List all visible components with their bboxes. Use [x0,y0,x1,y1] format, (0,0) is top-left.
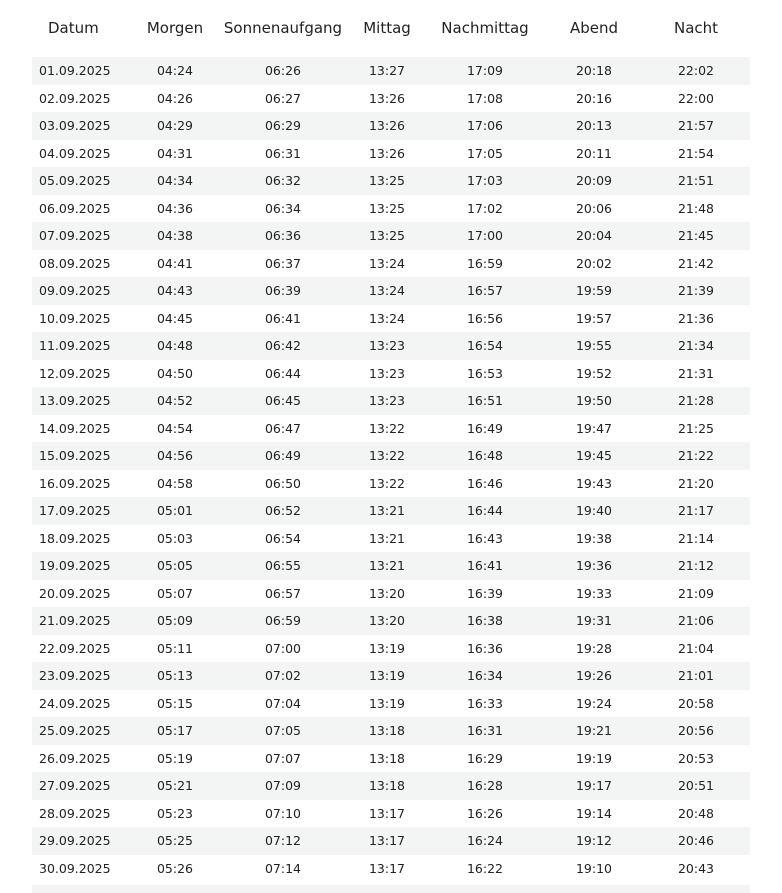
cell-date: 27.09.2025 [39,778,111,794]
cell-nachmittag: 16:41 [466,558,504,574]
cell-date: 30.09.2025 [39,860,111,876]
cell-abend: 19:24 [575,695,613,711]
cell-sonnenaufgang: 07:14 [264,860,302,876]
cell-date: 29.09.2025 [39,833,111,849]
cell-abend: 19:59 [575,283,613,299]
cell-morgen: 04:36 [156,200,194,216]
table-row [32,855,750,883]
cell-nachmittag: 16:59 [466,255,504,271]
times-table-container [32,0,750,882]
table-row [32,305,750,333]
table-row [32,250,750,278]
cell-mittag: 13:25 [368,228,406,244]
cell-sonnenaufgang: 07:09 [264,778,302,794]
cell-nachmittag: 16:24 [466,833,504,849]
cell-mittag: 13:26 [368,90,406,106]
cell-morgen: 05:23 [156,805,194,821]
table-row [32,167,750,195]
cell-date: 23.09.2025 [39,668,111,684]
cell-abend: 20:06 [575,200,613,216]
cell-morgen: 05:07 [156,585,194,601]
cell-abend: 20:04 [575,228,613,244]
table-row [32,415,750,443]
table-row [32,277,750,305]
cell-morgen: 05:01 [156,503,194,519]
cell-sonnenaufgang: 06:44 [264,365,302,381]
cell-sonnenaufgang: 06:54 [264,530,302,546]
table-footer-strip [32,885,750,893]
cell-morgen: 04:56 [156,448,194,464]
cell-abend: 19:33 [575,585,613,601]
header-nachmittag: Nachmittag [441,18,529,37]
cell-morgen: 05:15 [156,695,194,711]
cell-mittag: 13:26 [368,118,406,134]
cell-morgen: 04:45 [156,310,194,326]
cell-mittag: 13:23 [368,365,406,381]
cell-nachmittag: 16:43 [466,530,504,546]
cell-nachmittag: 16:46 [466,475,504,491]
table-row [32,662,750,690]
cell-mittag: 13:19 [368,695,406,711]
cell-abend: 19:52 [575,365,613,381]
header-mittag: Mittag [363,18,411,37]
cell-date: 06.09.2025 [39,200,111,216]
table-row [32,140,750,168]
cell-nachmittag: 17:08 [466,90,504,106]
cell-nachmittag: 16:54 [466,338,504,354]
cell-nacht: 21:36 [677,310,715,326]
table-row [32,525,750,553]
cell-morgen: 04:26 [156,90,194,106]
cell-nacht: 21:42 [677,255,715,271]
cell-nacht: 20:43 [677,860,715,876]
cell-nacht: 20:53 [677,750,715,766]
cell-nachmittag: 16:51 [466,393,504,409]
cell-sonnenaufgang: 07:07 [264,750,302,766]
table-row [32,800,750,828]
cell-sonnenaufgang: 06:34 [264,200,302,216]
cell-mittag: 13:21 [368,503,406,519]
cell-date: 07.09.2025 [39,228,111,244]
cell-mittag: 13:24 [368,310,406,326]
table-row [32,85,750,113]
cell-date: 05.09.2025 [39,173,111,189]
cell-nachmittag: 17:09 [466,63,504,79]
cell-date: 19.09.2025 [39,558,111,574]
cell-abend: 20:02 [575,255,613,271]
cell-date: 12.09.2025 [39,365,111,381]
cell-nacht: 21:31 [677,365,715,381]
cell-nacht: 21:17 [677,503,715,519]
cell-nachmittag: 16:39 [466,585,504,601]
cell-mittag: 13:18 [368,778,406,794]
cell-nachmittag: 16:28 [466,778,504,794]
cell-nacht: 22:02 [677,63,715,79]
cell-mittag: 13:19 [368,668,406,684]
cell-abend: 20:18 [575,63,613,79]
cell-sonnenaufgang: 07:12 [264,833,302,849]
cell-abend: 19:19 [575,750,613,766]
cell-sonnenaufgang: 06:59 [264,613,302,629]
cell-nacht: 21:39 [677,283,715,299]
cell-mittag: 13:23 [368,393,406,409]
cell-sonnenaufgang: 07:04 [264,695,302,711]
cell-nachmittag: 16:57 [466,283,504,299]
table-row [32,690,750,718]
cell-morgen: 04:24 [156,63,194,79]
cell-morgen: 04:58 [156,475,194,491]
cell-nacht: 21:22 [677,448,715,464]
cell-mittag: 13:20 [368,585,406,601]
cell-nachmittag: 16:26 [466,805,504,821]
cell-abend: 19:47 [575,420,613,436]
header-sonnenaufgang: Sonnenaufgang [223,18,343,37]
table-row [32,717,750,745]
cell-date: 15.09.2025 [39,448,111,464]
cell-sonnenaufgang: 06:52 [264,503,302,519]
table-row [32,112,750,140]
cell-date: 08.09.2025 [39,255,111,271]
cell-nacht: 20:56 [677,723,715,739]
table-row [32,387,750,415]
table-row [32,745,750,773]
header-nacht: Nacht [673,18,719,37]
cell-abend: 19:26 [575,668,613,684]
cell-date: 20.09.2025 [39,585,111,601]
cell-abend: 19:17 [575,778,613,794]
cell-morgen: 04:48 [156,338,194,354]
cell-sonnenaufgang: 06:55 [264,558,302,574]
cell-abend: 19:45 [575,448,613,464]
cell-mittag: 13:23 [368,338,406,354]
cell-morgen: 05:19 [156,750,194,766]
cell-mittag: 13:20 [368,613,406,629]
cell-nacht: 21:25 [677,420,715,436]
cell-date: 11.09.2025 [39,338,111,354]
cell-date: 16.09.2025 [39,475,111,491]
cell-sonnenaufgang: 06:45 [264,393,302,409]
cell-nachmittag: 16:33 [466,695,504,711]
cell-abend: 19:10 [575,860,613,876]
cell-nachmittag: 16:48 [466,448,504,464]
cell-sonnenaufgang: 06:29 [264,118,302,134]
cell-nacht: 20:46 [677,833,715,849]
cell-nacht: 21:14 [677,530,715,546]
cell-nacht: 21:34 [677,338,715,354]
cell-mittag: 13:17 [368,860,406,876]
cell-nacht: 21:12 [677,558,715,574]
cell-sonnenaufgang: 06:57 [264,585,302,601]
cell-mittag: 13:17 [368,833,406,849]
cell-mittag: 13:18 [368,723,406,739]
cell-morgen: 04:41 [156,255,194,271]
cell-morgen: 04:50 [156,365,194,381]
cell-sonnenaufgang: 06:41 [264,310,302,326]
cell-morgen: 05:09 [156,613,194,629]
table-row [32,332,750,360]
cell-nachmittag: 16:31 [466,723,504,739]
cell-nachmittag: 16:53 [466,365,504,381]
cell-mittag: 13:26 [368,145,406,161]
cell-morgen: 04:34 [156,173,194,189]
cell-abend: 20:09 [575,173,613,189]
cell-nacht: 21:01 [677,668,715,684]
cell-morgen: 05:21 [156,778,194,794]
cell-nacht: 21:54 [677,145,715,161]
cell-abend: 19:14 [575,805,613,821]
cell-date: 24.09.2025 [39,695,111,711]
table-row [32,222,750,250]
cell-abend: 19:38 [575,530,613,546]
cell-nacht: 21:57 [677,118,715,134]
cell-sonnenaufgang: 07:00 [264,640,302,656]
table-row [32,442,750,470]
cell-nachmittag: 17:03 [466,173,504,189]
cell-nachmittag: 16:34 [466,668,504,684]
cell-nachmittag: 17:00 [466,228,504,244]
cell-abend: 19:40 [575,503,613,519]
cell-date: 17.09.2025 [39,503,111,519]
cell-abend: 19:50 [575,393,613,409]
table-row [32,470,750,498]
cell-nacht: 21:09 [677,585,715,601]
cell-abend: 20:13 [575,118,613,134]
cell-sonnenaufgang: 06:50 [264,475,302,491]
cell-nacht: 21:28 [677,393,715,409]
cell-date: 04.09.2025 [39,145,111,161]
cell-mittag: 13:24 [368,283,406,299]
cell-morgen: 05:26 [156,860,194,876]
cell-nacht: 21:45 [677,228,715,244]
cell-morgen: 05:03 [156,530,194,546]
cell-abend: 19:57 [575,310,613,326]
cell-sonnenaufgang: 06:37 [264,255,302,271]
header-datum: Datum [48,18,99,37]
cell-nacht: 21:04 [677,640,715,656]
cell-date: 14.09.2025 [39,420,111,436]
cell-nacht: 20:58 [677,695,715,711]
table-row [32,497,750,525]
cell-abend: 20:16 [575,90,613,106]
cell-date: 13.09.2025 [39,393,111,409]
cell-date: 21.09.2025 [39,613,111,629]
cell-mittag: 13:25 [368,200,406,216]
cell-mittag: 13:21 [368,530,406,546]
cell-mittag: 13:27 [368,63,406,79]
cell-mittag: 13:18 [368,750,406,766]
cell-abend: 19:43 [575,475,613,491]
cell-date: 09.09.2025 [39,283,111,299]
cell-mittag: 13:22 [368,475,406,491]
cell-date: 01.09.2025 [39,63,111,79]
table-row [32,552,750,580]
cell-abend: 19:12 [575,833,613,849]
cell-morgen: 04:43 [156,283,194,299]
cell-sonnenaufgang: 06:36 [264,228,302,244]
cell-abend: 19:55 [575,338,613,354]
cell-mittag: 13:22 [368,420,406,436]
cell-nachmittag: 17:06 [466,118,504,134]
cell-nacht: 20:51 [677,778,715,794]
cell-nacht: 21:06 [677,613,715,629]
table-row [32,772,750,800]
cell-morgen: 05:05 [156,558,194,574]
header-abend: Abend [569,18,619,37]
cell-nacht: 21:20 [677,475,715,491]
cell-date: 02.09.2025 [39,90,111,106]
cell-morgen: 05:17 [156,723,194,739]
times-table [32,0,750,882]
cell-date: 03.09.2025 [39,118,111,134]
cell-nachmittag: 16:36 [466,640,504,656]
table-row [32,607,750,635]
table-row [32,57,750,85]
cell-date: 18.09.2025 [39,530,111,546]
cell-date: 28.09.2025 [39,805,111,821]
table-row [32,827,750,855]
cell-sonnenaufgang: 06:47 [264,420,302,436]
cell-nachmittag: 16:29 [466,750,504,766]
cell-nachmittag: 17:05 [466,145,504,161]
cell-morgen: 05:25 [156,833,194,849]
table-row [32,635,750,663]
cell-mittag: 13:22 [368,448,406,464]
cell-morgen: 04:52 [156,393,194,409]
cell-mittag: 13:19 [368,640,406,656]
cell-date: 26.09.2025 [39,750,111,766]
cell-date: 25.09.2025 [39,723,111,739]
cell-abend: 19:36 [575,558,613,574]
cell-nachmittag: 16:44 [466,503,504,519]
cell-morgen: 04:29 [156,118,194,134]
cell-morgen: 05:13 [156,668,194,684]
cell-sonnenaufgang: 06:32 [264,173,302,189]
cell-nacht: 22:00 [677,90,715,106]
cell-mittag: 13:21 [368,558,406,574]
cell-morgen: 04:31 [156,145,194,161]
cell-mittag: 13:25 [368,173,406,189]
cell-sonnenaufgang: 07:05 [264,723,302,739]
cell-nacht: 21:51 [677,173,715,189]
cell-sonnenaufgang: 06:39 [264,283,302,299]
cell-sonnenaufgang: 06:26 [264,63,302,79]
cell-abend: 19:21 [575,723,613,739]
cell-nachmittag: 16:49 [466,420,504,436]
cell-nacht: 20:48 [677,805,715,821]
cell-sonnenaufgang: 06:27 [264,90,302,106]
table-header-row [32,0,750,57]
cell-nachmittag: 17:02 [466,200,504,216]
cell-nachmittag: 16:22 [466,860,504,876]
cell-nachmittag: 16:56 [466,310,504,326]
cell-abend: 20:11 [575,145,613,161]
cell-abend: 19:28 [575,640,613,656]
cell-morgen: 04:38 [156,228,194,244]
cell-sonnenaufgang: 07:02 [264,668,302,684]
cell-nachmittag: 16:38 [466,613,504,629]
table-row [32,195,750,223]
table-body [32,57,750,882]
cell-sonnenaufgang: 06:42 [264,338,302,354]
cell-abend: 19:31 [575,613,613,629]
cell-nacht: 21:48 [677,200,715,216]
cell-sonnenaufgang: 07:10 [264,805,302,821]
header-morgen: Morgen [146,18,204,37]
cell-morgen: 05:11 [156,640,194,656]
cell-sonnenaufgang: 06:49 [264,448,302,464]
table-row [32,580,750,608]
cell-mittag: 13:17 [368,805,406,821]
table-row [32,360,750,388]
cell-sonnenaufgang: 06:31 [264,145,302,161]
cell-date: 22.09.2025 [39,640,111,656]
cell-morgen: 04:54 [156,420,194,436]
cell-mittag: 13:24 [368,255,406,271]
cell-date: 10.09.2025 [39,310,111,326]
